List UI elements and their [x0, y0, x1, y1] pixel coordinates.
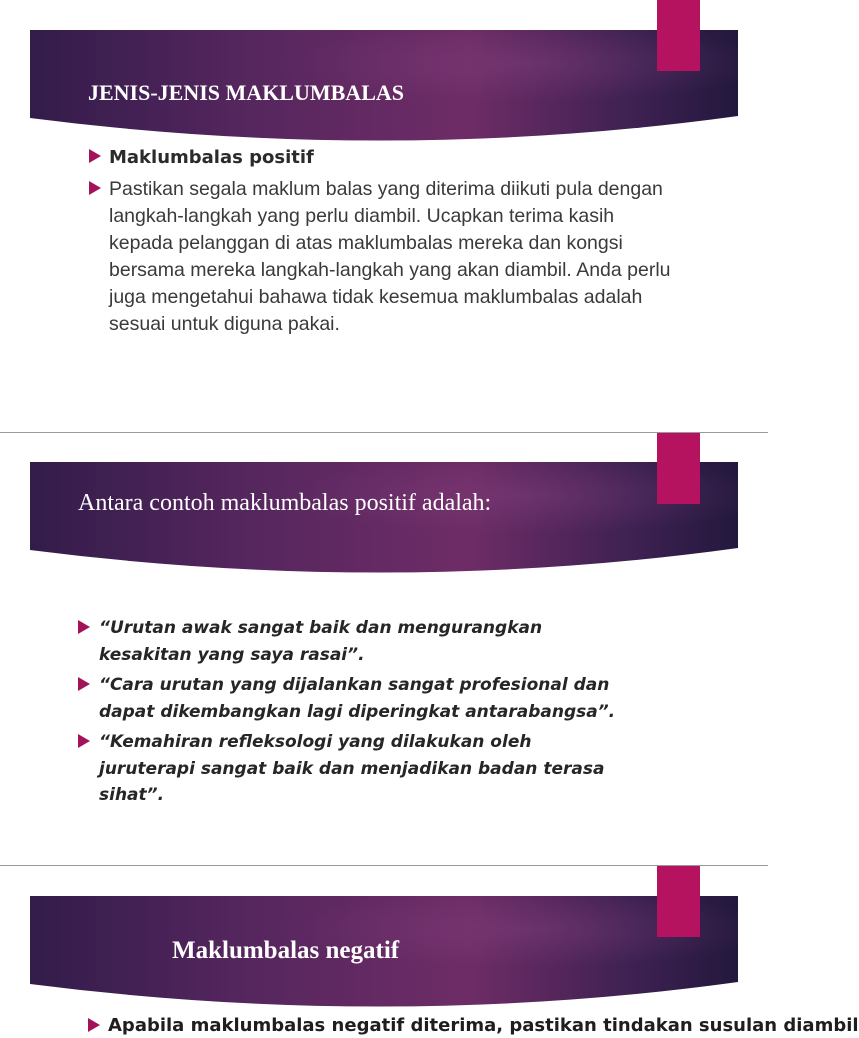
accent-tab — [657, 0, 700, 71]
accent-tab — [657, 866, 700, 937]
bullet-list — [88, 1014, 859, 1038]
slide-3 — [0, 866, 859, 1036]
bullet-arrow-icon — [78, 734, 90, 748]
bullet-arrow-icon — [78, 677, 90, 691]
bullet-text: “Urutan awak sangat baik dan mengurangkan kesakitan yang saya rasai”. — [99, 618, 543, 665]
slide-title: Antara contoh maklumbalas positif adalah: — [78, 490, 492, 516]
bullet-text: Apabila maklumbalas negatif diterima, pastikan tindakan susulan diambil — [108, 1015, 859, 1036]
slide-title: JENIS-JENIS MAKLUMBALAS — [88, 80, 404, 105]
list-item — [89, 146, 679, 170]
slide-1 — [0, 0, 768, 432]
title-banner — [30, 462, 738, 576]
bullet-arrow-icon — [88, 1018, 100, 1032]
bullet-text: Maklumbalas positif — [109, 147, 314, 168]
list-item — [78, 729, 618, 809]
bullet-list — [78, 615, 618, 813]
accent-tab — [657, 433, 700, 504]
bullet-arrow-icon — [89, 149, 101, 163]
list-item — [88, 1014, 859, 1038]
bullet-list — [89, 146, 679, 344]
list-item — [78, 672, 618, 725]
bullet-text: “Kemahiran refleksologi yang dilakukan oleh juruterapi sangat baik dan menjadikan badan terasa sihat”. — [99, 732, 605, 805]
slide-2 — [0, 433, 768, 865]
bullet-arrow-icon — [89, 181, 101, 195]
bullet-arrow-icon — [78, 620, 90, 634]
bullet-text: Pastikan segala maklum balas yang diterima diikuti pula dengan langkah-langkah yang perlu diambil. Ucapkan terima kasih kepada pelanggan di atas maklumbalas mereka dan kongsi bersama mereka langkah-langkah yang akan diambil. Anda perlu juga mengetahui bahawa tidak kesemua maklumbalas adalah sesuai untuk diguna pakai. — [109, 178, 671, 335]
list-item — [89, 176, 679, 338]
bullet-text: “Cara urutan yang dijalankan sangat profesional dan dapat dikembangkan lagi diperingkat antarabangsa”. — [99, 675, 616, 722]
slide-title: Maklumbalas negatif — [172, 937, 400, 964]
list-item — [78, 615, 618, 668]
